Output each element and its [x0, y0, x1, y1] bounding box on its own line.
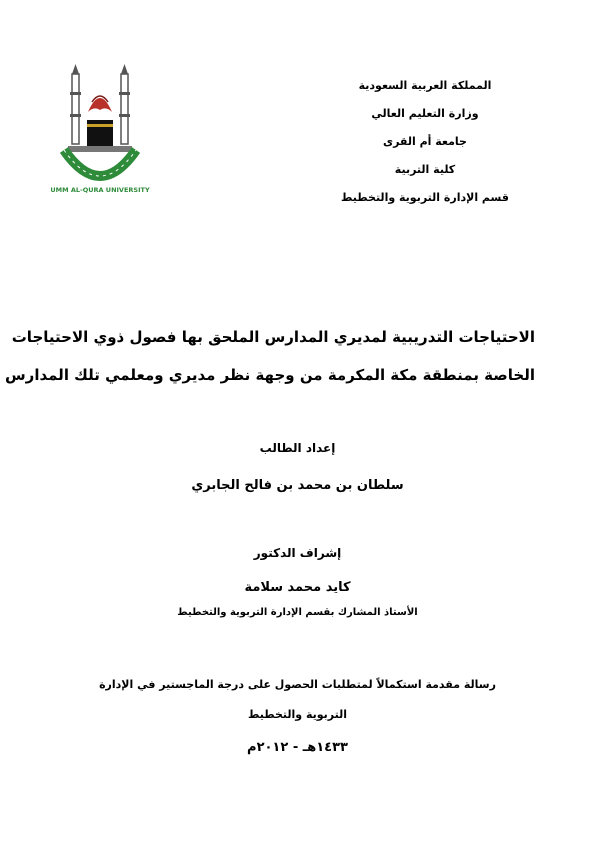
thesis-note-line-2: التربوية والتخطيط: [247, 708, 348, 721]
college-line: كلية التربية: [394, 163, 456, 176]
university-logo: [50, 62, 150, 212]
university-logo-text: UMM AL-QURA UNIVERSITY: [50, 186, 150, 194]
supervisor-name: كايد محمد سلامة: [244, 580, 351, 595]
university-line: جامعة أم القرى: [383, 135, 467, 148]
ministry-line: وزارة التعليم العالي: [371, 107, 479, 120]
department-line: قسم الإدارة التربوية والتخطيط: [341, 191, 509, 204]
thesis-title: [4, 318, 535, 394]
institution-header: [315, 72, 535, 212]
thesis-title-line-2: الخاصة بمنطقة مكة المكرمة من وجهة نظر مديري ومعلمي تلك المدارس: [4, 366, 535, 384]
thesis-note-line-1: رسالة مقدمة استكمالاً لمتطلبات الحصول على درجة الماجستير في الإدارة: [99, 678, 496, 691]
prepared-by-label: إعداد الطالب: [259, 441, 336, 455]
university-logo-caption: [50, 180, 150, 210]
supervised-by-label: إشراف الدكتور: [253, 546, 342, 560]
submission-date: ١٤٣٣هـ - ٢٠١٢م: [247, 740, 348, 755]
supervisor-title: الأستاذ المشارك بقسم الإدارة التربوية والتخطيط: [177, 607, 418, 618]
student-name: سلطان بن محمد بن فالح الجابري: [191, 478, 404, 493]
thesis-title-line-1: الاحتياجات التدريبية لمديري المدارس الملحق بها فصول ذوي الاحتياجات: [11, 328, 535, 346]
thesis-note: [60, 670, 535, 730]
country-line: المملكة العربية السعودية: [358, 79, 492, 92]
